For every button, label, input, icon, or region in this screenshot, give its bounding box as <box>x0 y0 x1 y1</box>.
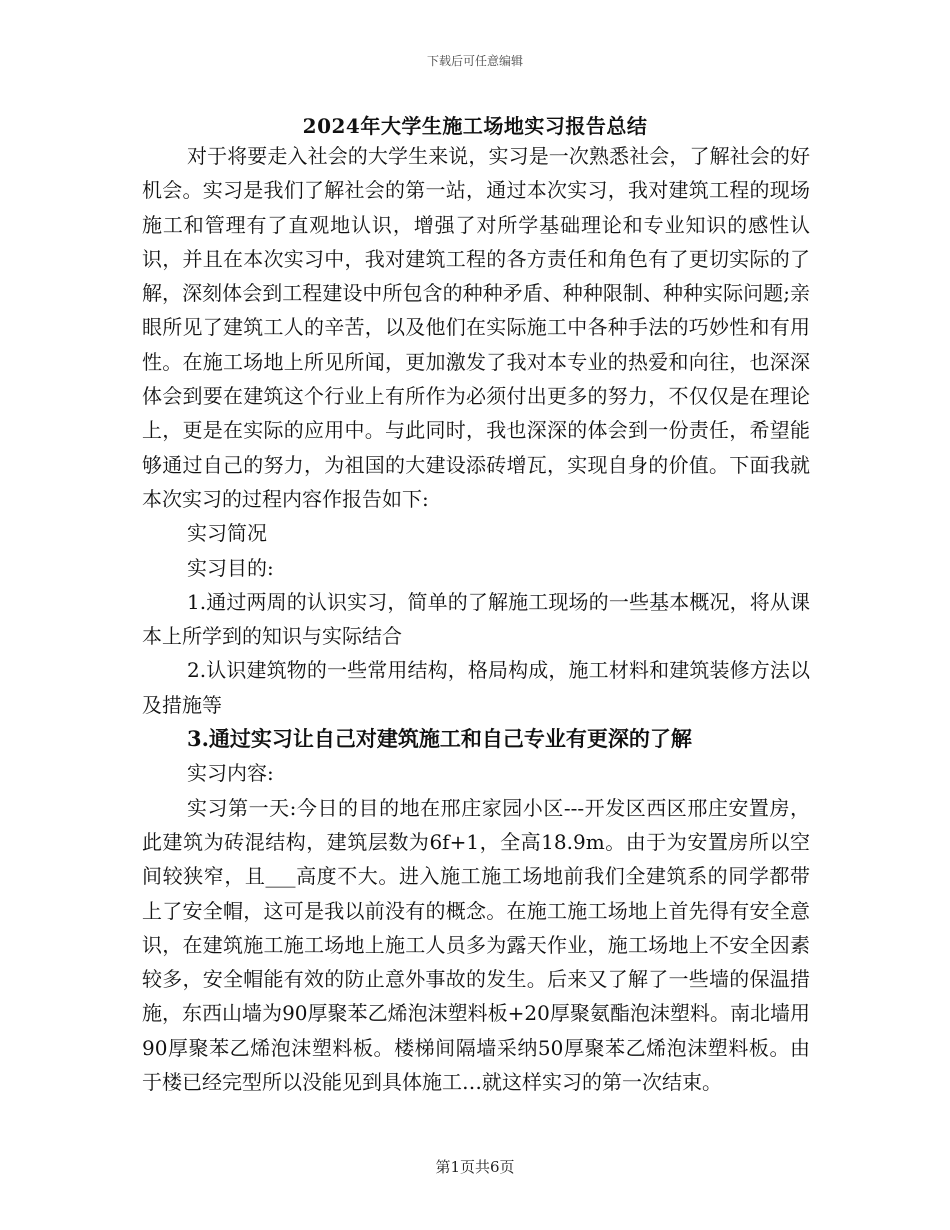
purpose-item-1: 1.通过两周的认识实习，简单的了解施工现场的一些基本概况，将从课本上所学到的知识与实际结合 <box>142 589 810 649</box>
section-heading-overview: 实习简况 <box>187 521 267 546</box>
document-title: 2024年大学生施工场地实习报告总结 <box>302 114 648 138</box>
purpose-item-2: 2.认识建筑物的一些常用结构，格局构成，施工材料和建筑装修方法以及措施等 <box>142 658 810 717</box>
page-number-footer: 第1页共6页 <box>435 1158 515 1176</box>
document-body <box>142 139 810 1099</box>
purpose-item-3: 3.通过实习让自己对建筑施工和自己专业有更深的了解 <box>187 726 692 752</box>
section-heading-purpose: 实习目的: <box>187 555 274 580</box>
section-heading-content: 实习内容: <box>187 761 274 786</box>
page-header-note: 下载后可任意编辑 <box>426 54 523 68</box>
day-one-paragraph: 实习第一天:今日的目的地在邢庄家园小区---开发区西区邢庄安置房，此建筑为砖混结构，建筑层数为6f+1，全高18.9m。由于为安置房所以空间较狭窄，且___高度不大。进入施工施工场地前我们全建筑系的同学都带上了安全帽，这可是我以前没有的概念。在施工施工场地上首先得有安全意识，在建筑施工施工场地上施工人员多为露天作业，施工场地上不安全因素较多，安全帽能有效的防止意外事故的发生。后来又了解了一些墙的保温措施，东西山墙为90厚聚苯乙烯泡沫塑料板+20厚聚氨酯泡沫塑料。南北墙用90厚聚苯乙烯泡沫塑料板。楼梯间隔墙采纳50厚聚苯乙烯泡沫塑料板。由于楼已经完型所以没能见到具体施工…就这样实习的第一次结束。 <box>142 795 810 1095</box>
intro-paragraph: 对于将要走入社会的大学生来说，实习是一次熟悉社会，了解社会的好机会。实习是我们了解社会的第一站，通过本次实习，我对建筑工程的现场施工和管理有了直观地认识，增强了对所学基础理论和专业知识的感性认识，并且在本次实习中，我对建筑工程的各方责任和角色有了更切实际的了解，深刻体会到工程建设中所包含的种种矛盾、种种限制、种种实际问题;亲眼所见了建筑工人的辛苦，以及他们在实际施工中各种手法的巧妙性和有用性。在施工场地上所见所闻，更加激发了我对本专业的热爱和向往，也深深体会到要在建筑这个行业上有所作为必须付出更多的努力，不仅仅是在理论上，更是在实际的应用中。与此同时，我也深深的体会到一份责任，希望能够通过自己的努力，为祖国的大建设添砖增瓦，实现自身的价值。下面我就本次实习的过程内容作报告如下: <box>142 144 810 511</box>
